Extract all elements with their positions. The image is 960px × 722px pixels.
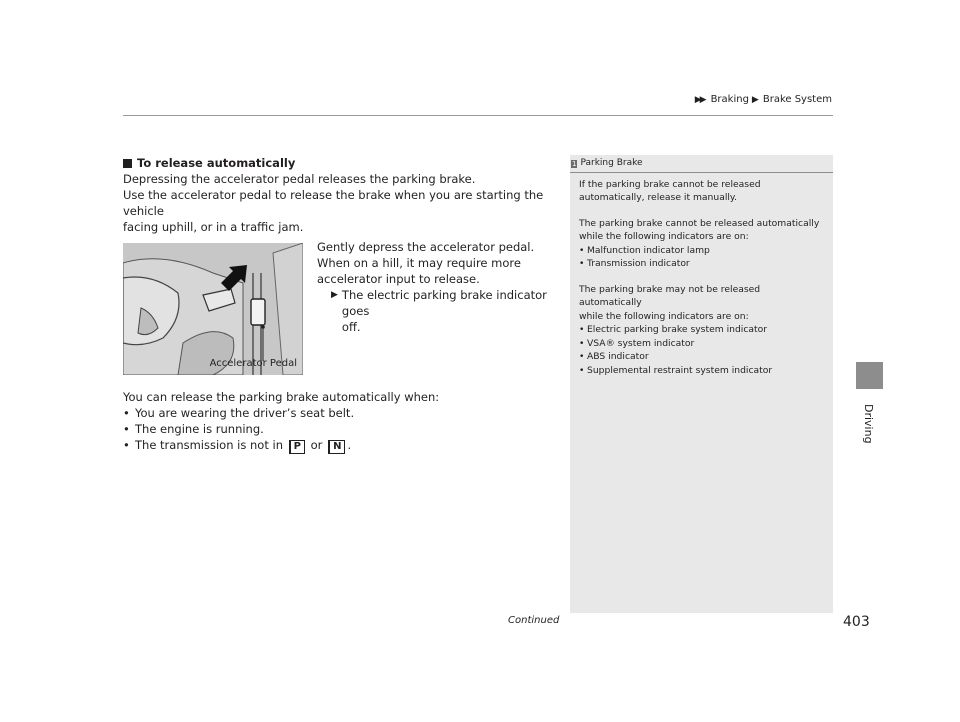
intro-line: Use the accelerator pedal to release the brake when you are starting the vehicle — [123, 188, 544, 218]
note-list-text: ABS indicator — [587, 351, 649, 362]
list-item — [123, 405, 563, 421]
figure-instructions — [317, 239, 567, 335]
note-list-text: Malfunction indicator lamp — [587, 244, 710, 256]
note-line: If the parking brake cannot be released — [579, 178, 761, 190]
bullet-dot-icon: • — [579, 364, 585, 376]
note-panel — [570, 155, 833, 613]
figure-row — [123, 239, 563, 373]
note-spacer — [579, 205, 825, 217]
bullet-dot-icon: • — [579, 324, 585, 335]
breadcrumb-arrow-icon: ▶ — [751, 94, 757, 105]
conditions-intro: You can release the parking brake automatically when: — [123, 390, 440, 404]
note-list-text: Transmission indicator — [587, 258, 690, 269]
bullet-dot-icon: • — [579, 351, 585, 362]
note-list-item — [579, 350, 825, 364]
result-text — [342, 287, 567, 335]
square-bullet-icon — [123, 159, 132, 168]
bullet-dot-icon: • — [579, 244, 585, 256]
note-header — [570, 155, 833, 173]
note-list-text: Electric parking brake system indicator — [587, 324, 768, 335]
gear-key-p: P — [289, 440, 305, 454]
note-list-item — [579, 244, 825, 258]
note-spacer — [579, 271, 825, 283]
section-tab-label: Driving — [862, 404, 875, 444]
breadcrumb-level2: Brake System — [762, 94, 832, 105]
note-title: Parking Brake — [580, 158, 643, 168]
bullet-dot-icon: • — [579, 337, 585, 349]
note-number-badge: 1 — [572, 159, 577, 168]
section-heading — [123, 155, 563, 171]
note-line: The parking brake cannot be released automatically — [579, 217, 820, 229]
note-body — [570, 178, 833, 378]
list-item-text — [135, 437, 351, 454]
breadcrumb-level1: Braking — [710, 94, 749, 105]
instruction-line: accelerator input to release. — [317, 272, 480, 286]
gear-key-n: N — [328, 440, 345, 454]
instruction-result — [317, 287, 567, 335]
condition-text: or — [310, 438, 323, 452]
note-line: while the following indicators are on: — [579, 231, 749, 242]
result-line: off. — [341, 320, 361, 334]
note-line: while the following indicators are on: — [579, 310, 749, 322]
result-arrow-icon: ▶ — [331, 290, 338, 300]
intro-line: Depressing the accelerator pedal releases the parking brake. — [123, 172, 476, 186]
note-list-text: VSA® system indicator — [587, 337, 695, 349]
condition-text: . — [347, 438, 352, 452]
list-item-text: You are wearing the driver’s seat belt. — [135, 406, 355, 420]
list-item-text: The engine is running. — [135, 422, 264, 436]
figure-caption: Accelerator Pedal — [209, 358, 297, 369]
breadcrumb-arrow-icon: ▶▶ — [694, 94, 705, 105]
accelerator-pedal-illustration — [123, 243, 303, 375]
note-line: automatically, release it manually. — [579, 192, 737, 203]
list-item — [123, 437, 563, 454]
intro-line: facing uphill, or in a traffic jam. — [123, 220, 304, 234]
result-line: The electric parking brake indicator goes — [341, 288, 547, 318]
list-item — [123, 421, 563, 437]
section-heading-text: To release automatically — [137, 156, 296, 170]
note-line: The parking brake may not be released automatically — [579, 283, 761, 308]
note-list-item — [579, 337, 825, 351]
header-divider — [123, 115, 833, 116]
condition-text: The transmission is not in — [135, 438, 283, 452]
continued-label: Continued — [508, 615, 560, 626]
bullet-dot-icon: • — [123, 438, 130, 452]
instruction-line: Gently depress the accelerator pedal. — [317, 240, 535, 254]
breadcrumb — [695, 94, 832, 105]
bullet-dot-icon: • — [123, 406, 130, 420]
bullet-dot-icon: • — [123, 422, 130, 436]
instruction-line: When on a hill, it may require more — [317, 256, 521, 270]
bullet-dot-icon: • — [579, 258, 585, 269]
main-content — [123, 155, 563, 454]
note-list-item — [579, 257, 825, 271]
page-number: 403 — [843, 614, 870, 630]
note-list-item — [579, 364, 825, 378]
note-list-text: Supplemental restraint system indicator — [587, 364, 773, 376]
section-tab-marker — [856, 362, 883, 389]
note-list-item — [579, 323, 825, 337]
